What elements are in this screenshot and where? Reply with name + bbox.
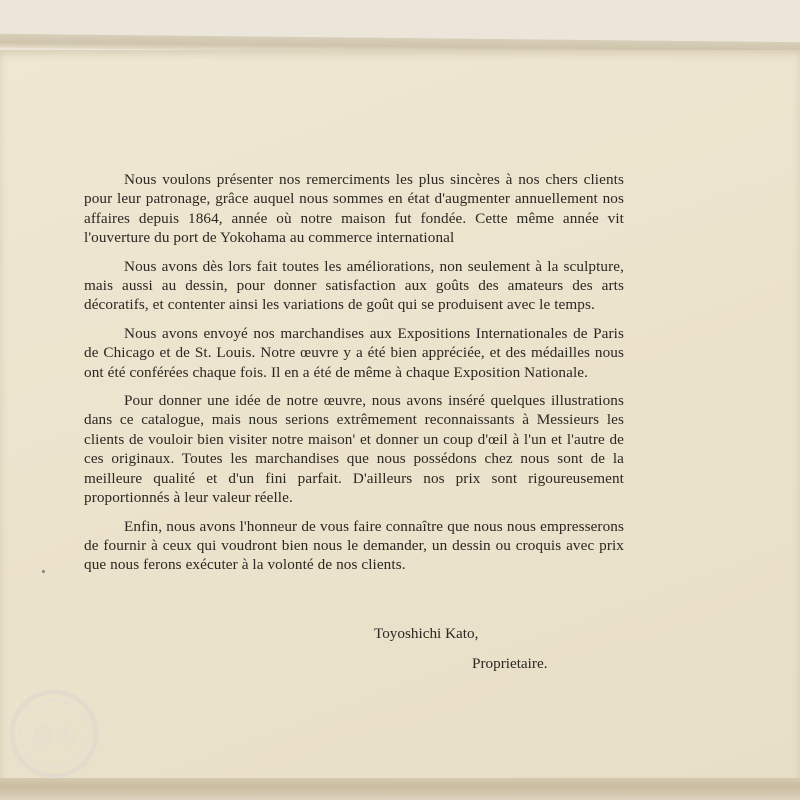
signature-name: Toyoshichi Kato, [374,625,479,642]
dealer-seal-watermark [4,688,104,780]
paragraph-5: Enfin, nous avons l'honneur de vous faire connaître que nous nous empresserons de fournir à ceux qui voudront bien nous le demander, un dessin ou croquis avec prix que nous ferons exécuter à la volonté de nos clients. [84,517,624,574]
paragraph-1: Nous voulons présenter nos remerciments les plus sincères à nos chers clients pour leur patronage, grâce auquel nous sommes en état d'augmenter annuellement nos affaires depuis 1864, année où notre maison fut fondée. Cette même année vit l'ouverture du port de Yokohama au commerce international [84,171,624,247]
paragraph-4: Pour donner une idée de notre œuvre, nous avons inséré quelques illustrations dans ce catalogue, mais nous serions extrêmement reconnaissants à Messieurs les clients de vouloir bien visiter notre maison' et donner un coup d'œil à l'un et l'autre de ces originaux. Toutes les marchandises que nous possédons chez nous sont de la meilleure qualité et d'un fini parfait. D'ailleurs nos prix sont rigoureusement proportionnés à leur valeur réelle. [84,392,624,507]
paragraph-2: Nous avons dès lors fait toutes les améliorations, non seulement à la sculpture, mais aussi au dessin, pour donner satisfaction aux goûts des amateurs des arts décoratifs, et contenter ainsi les variations de goût qui se produisent avec le temps. [84,257,624,314]
letter-body [84,170,624,584]
paragraph-3: Nous avons envoyé nos marchandises aux Expositions Internationales de Paris de Chicago et de St. Louis. Notre œuvre y a été bien appréciée, et des médailles nous ont été conférées chaque fois. Il en a été de même à chaque Exposition Nationale. [84,324,624,381]
svg-text:嘉木: 嘉木 [30,722,78,750]
page-bottom-edge [0,778,800,800]
signer-title: Proprietaire. [472,655,548,672]
paper-speck [42,570,45,573]
